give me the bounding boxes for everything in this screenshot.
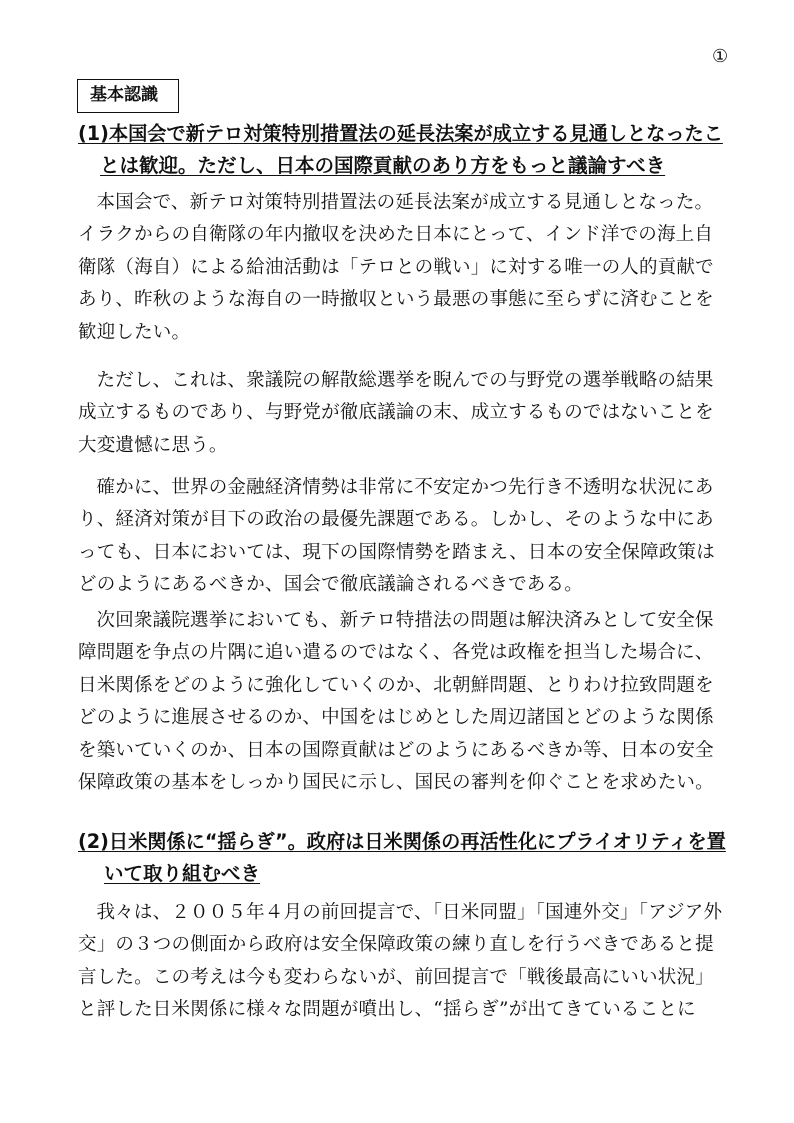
paragraph-5: [78, 897, 728, 1027]
paragraph-line: どのようにあるべきか、国会で徹底議論されるべきである。: [78, 574, 583, 596]
paragraph-line: 言した。この考えは今も変わらないが、前回提言で「戦後最高にいい状況」: [78, 966, 714, 988]
paragraph-line: あり、昨秋のような海自の一時撤収という最悪の事態に至らずに済むことを: [78, 289, 714, 311]
paragraph-line: 本国会で、新テロ対策特別措置法の延長法案が成立する見通しとなった。: [96, 192, 714, 213]
paragraph-3: [78, 472, 728, 602]
paragraph-line: どのように進展させるのか、中国をはじめとした周辺諸国とどのような関係: [78, 707, 714, 729]
paragraph-line: っても、日本においては、現下の国際情勢を踏まえ、日本の安全保障政策は: [78, 541, 715, 563]
paragraph-line: 確かに、世界の金融経済情勢は非常に不安定かつ先行き不透明な状況にあ: [96, 477, 714, 498]
paragraph-line: 障問題を争点の片隅に追い遣るのではなく、各党は政権を担当した場合に、: [78, 642, 714, 664]
paragraph-line: 日米関係をどのように強化していくのか、北朝鮮問題、とりわけ拉致問題を: [78, 674, 714, 696]
paragraph-line: ただし、これは、衆議院の解散総選挙を睨んでの与野党の選挙戦略の結果: [96, 370, 714, 391]
paragraph-line: 我々は、２００５年４月の前回提言で、「日米同盟」「国連外交」「アジア外: [96, 902, 723, 923]
paragraph-4: [78, 605, 728, 799]
heading-1-line-2: とは歓迎。ただし、日本の国際貢献のあり方をもっと議論すべき: [100, 154, 666, 177]
paragraph-line: と評した日米関係に様々な問題が噴出し、“揺らぎ”が出てきていることに: [78, 999, 696, 1021]
paragraph-1: [78, 187, 728, 349]
paragraph-line: イラクからの自衛隊の年内撤収を決めた日本にとって、インド洋での海上自: [78, 224, 714, 246]
section-label: 基本認識: [77, 79, 179, 113]
heading-2-line-1: (2)日米関係に“揺らぎ”。政府は日米関係の再活性化にプライオリティを置: [78, 830, 726, 853]
paragraph-line: 歓迎したい。: [78, 321, 191, 343]
paragraph-line: 成立するものであり、与野党が徹底議論の末、成立するものではないことを: [78, 402, 714, 424]
paragraph-line: り、経済対策が目下の政治の最優先課題である。しかし、そのような中にあ: [78, 509, 714, 531]
heading-2-line-2: いて取り組むべき: [104, 862, 261, 885]
paragraph-line: 保障政策の基本をしっかり国民に示し、国民の審判を仰ぐことを求めたい。: [78, 772, 714, 794]
heading-2: [78, 826, 728, 890]
heading-1-line-1: (1)本国会で新テロ対策特別措置法の延長法案が成立する見通しとなったこ: [78, 122, 723, 145]
paragraph-line: 衛隊（海自）による給油活動は「テロとの戦い」に対する唯一の人的貢献で: [78, 256, 714, 278]
page-number: ①: [712, 46, 729, 67]
paragraph-line: 次回衆議院選挙においても、新テロ特措法の問題は解決済みとして安全保: [96, 610, 714, 631]
paragraph-line: を築いていくのか、日本の国際貢献はどのようにあるべきか等、日本の安全: [78, 739, 714, 761]
heading-1: [78, 118, 728, 182]
paragraph-line: 交」の３つの側面から政府は安全保障政策の練り直しを行うべきであると提: [78, 934, 714, 956]
paragraph-2: [78, 365, 728, 462]
paragraph-line: 大変遺憾に思う。: [78, 434, 228, 456]
